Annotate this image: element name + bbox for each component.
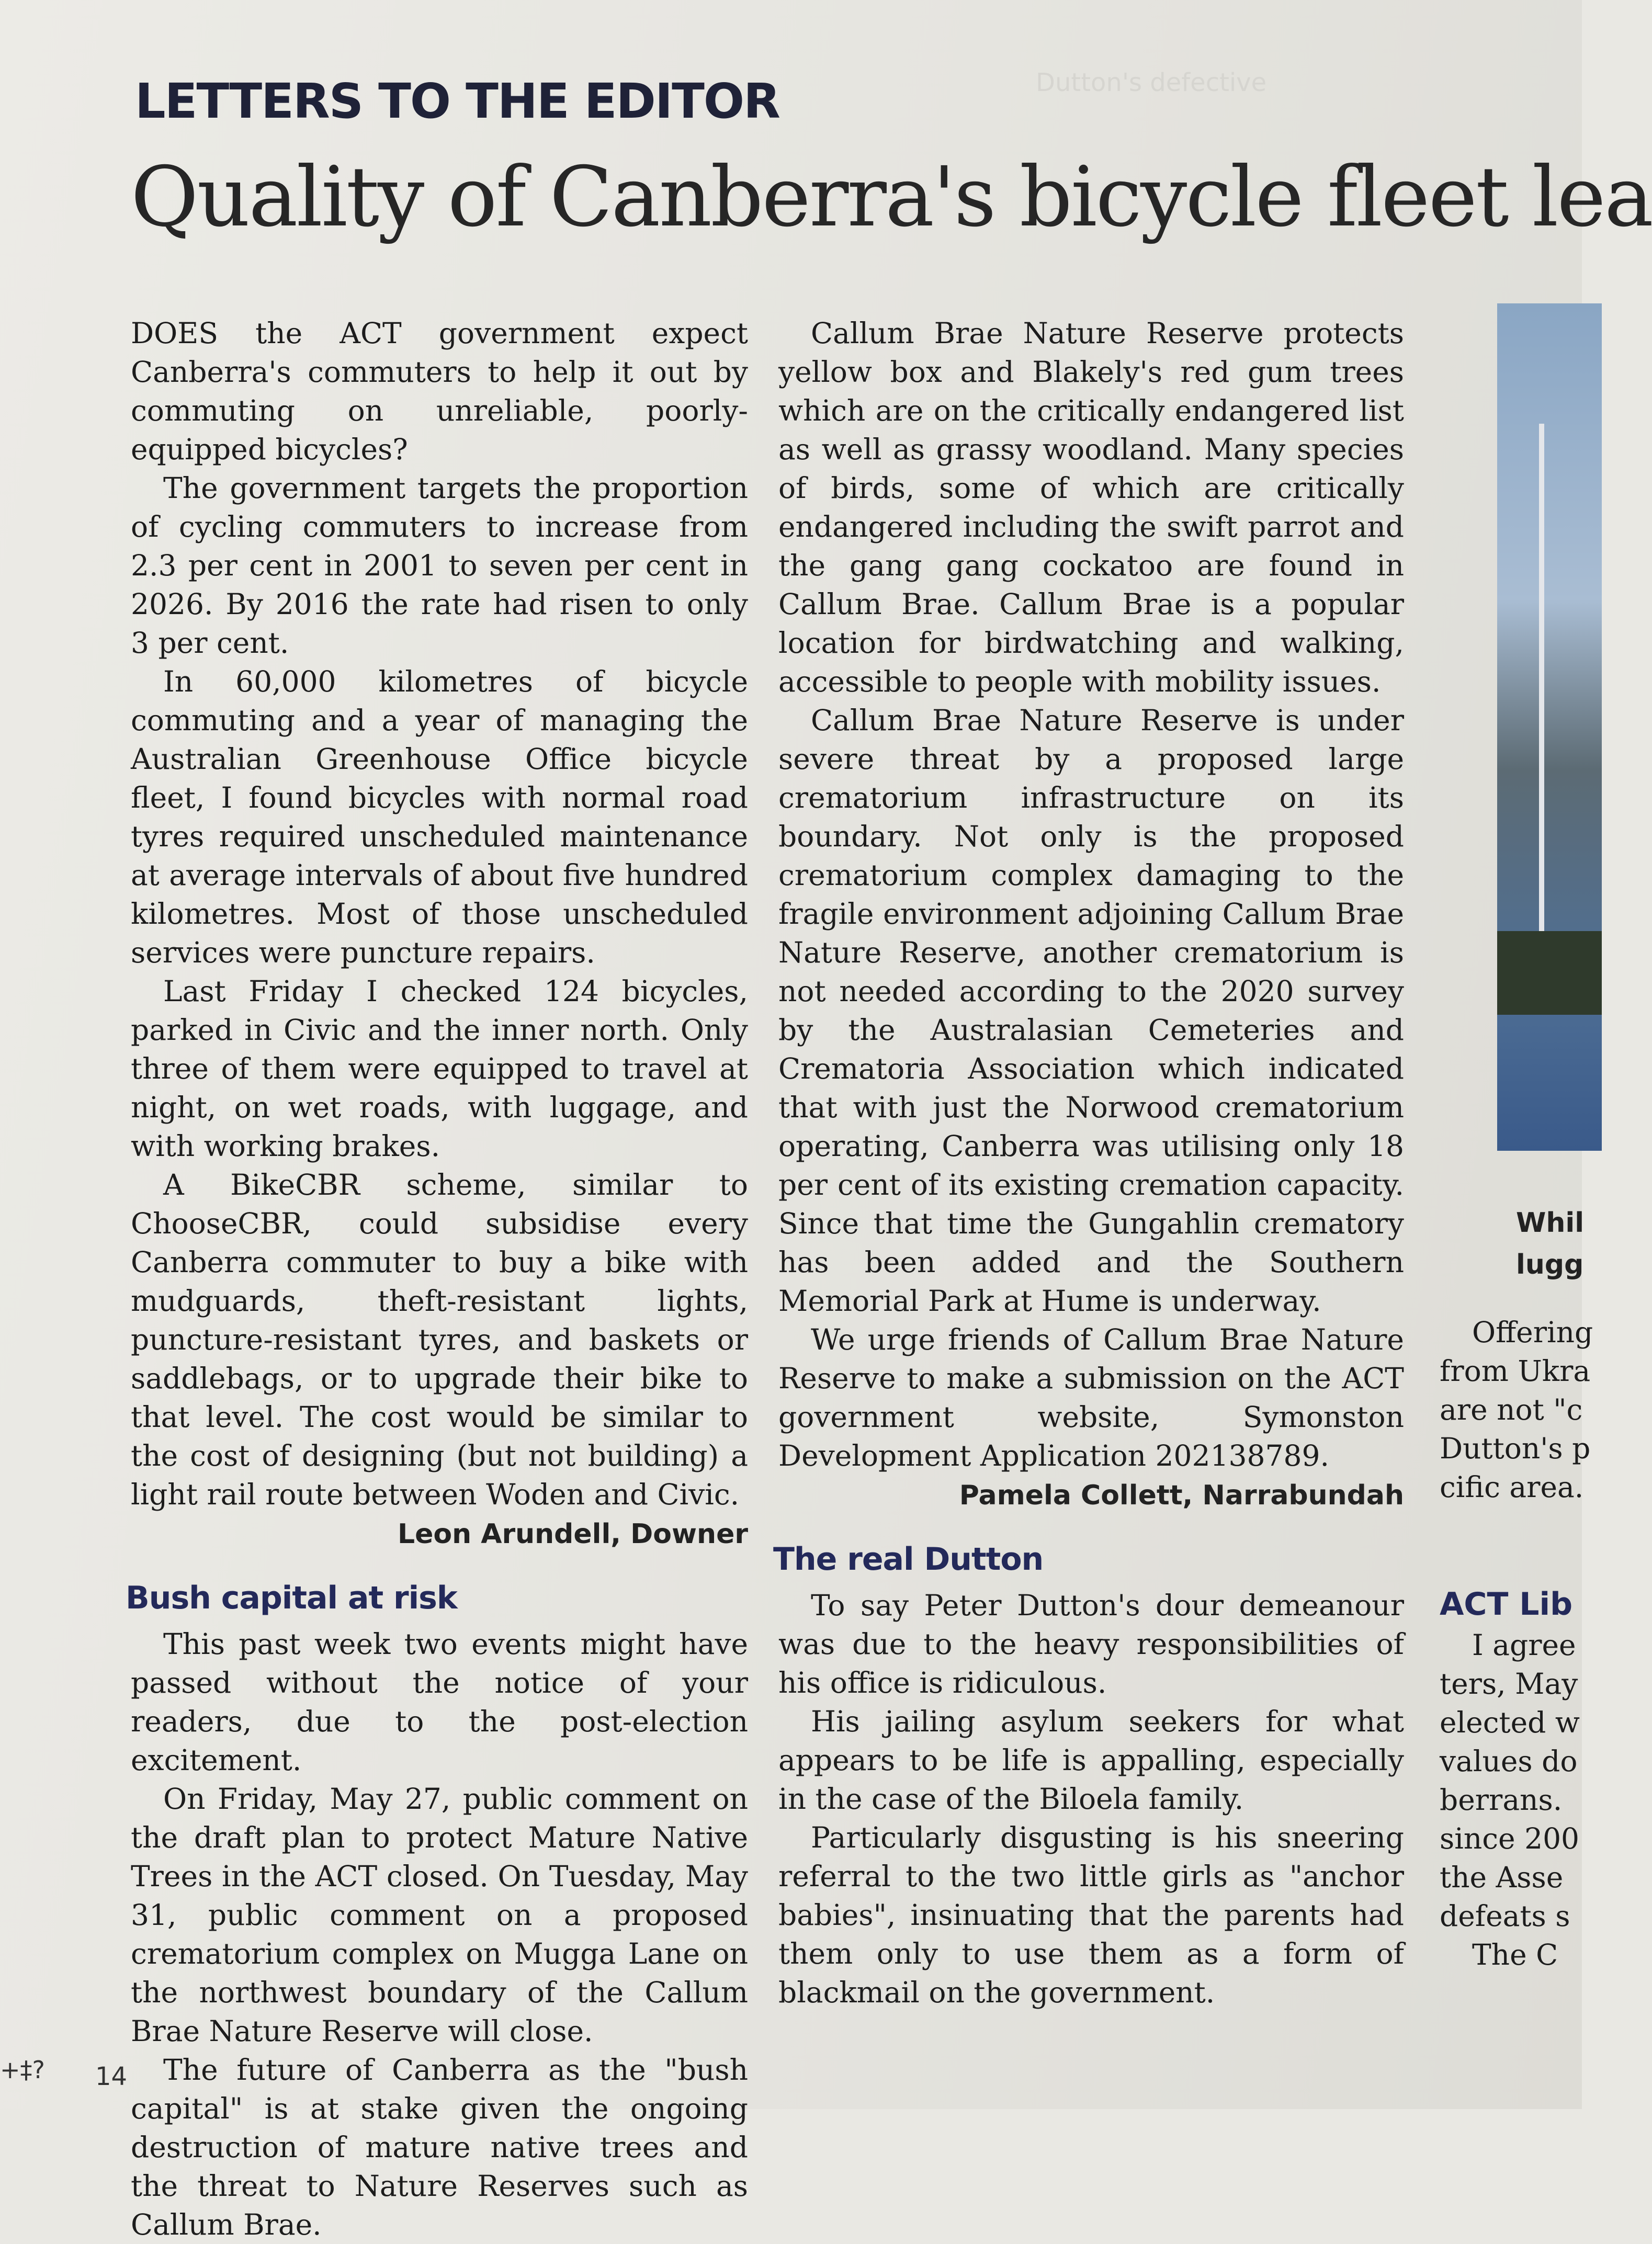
- page-number: 14: [95, 2062, 128, 2091]
- col3-line: values do: [1440, 1744, 1578, 1778]
- col3-line: the Asse: [1440, 1861, 1564, 1894]
- col3-line: Offering: [1472, 1316, 1593, 1349]
- col3-line: Dutton's p: [1440, 1432, 1591, 1465]
- letter2-byline: Pamela Collett, Narrabundah: [959, 1480, 1404, 1511]
- letter1-byline: Leon Arundell, Downer: [397, 1518, 748, 1550]
- letter2-heading: Bush capital at risk: [126, 1580, 457, 1616]
- col3-line: The C: [1472, 1938, 1558, 1971]
- letter1-paragraph: Last Friday I checked 124 bicycles, parked in Civic and the inner north. Only three of them were equipped to travel at night, on wet roads, with luggage, and with working brakes.: [131, 974, 748, 1163]
- col3-line: elected w: [1440, 1706, 1580, 1739]
- letter3-paragraph: Particularly disgusting is his sneering referral to the two little girls as "anchor babies", insinuating that the parents had them only to use them as a form of blackmail on the government.: [778, 1821, 1404, 2009]
- photo-caption: [1516, 1202, 1600, 1286]
- col3-line: berrans.: [1440, 1783, 1563, 1817]
- letter2-paragraph: We urge friends of Callum Brae Nature Reserve to make a submission on the ACT government website, Symonston Development Application 202138789.: [778, 1323, 1404, 1472]
- column-2: [773, 314, 1404, 2012]
- col3-line: defeats s: [1440, 1899, 1570, 1933]
- photo-foliage: [1497, 931, 1602, 1015]
- column-3-fragment: [1440, 1313, 1597, 1974]
- corner-mark: +‡?: [0, 2056, 45, 2084]
- caption-line: Whil: [1516, 1207, 1585, 1239]
- caption-line: lugg: [1516, 1249, 1584, 1280]
- col3-line: since 200: [1440, 1822, 1580, 1855]
- photo-mast: [1539, 424, 1544, 999]
- column-1: [126, 314, 748, 2244]
- letter2-paragraph: This past week two events might have passed without the notice of your readers, due to the post-election excitement.: [131, 1627, 748, 1777]
- letter1-paragraph: DOES the ACT government expect Canberra's commuters to help it out by commuting on unreliable, poorly-equipped bicycles?: [131, 316, 748, 466]
- show-through-text: Dutton's defective: [1036, 68, 1267, 97]
- photo: [1497, 303, 1602, 1151]
- col3-line: I agree: [1472, 1628, 1576, 1662]
- letter3-paragraph: To say Peter Dutton's dour demeanour was due to the heavy responsibilities of his office is ridiculous.: [778, 1589, 1404, 1699]
- letter3-paragraph: His jailing asylum seekers for what appears to be life is appalling, especially in the case of the Biloela family.: [778, 1705, 1404, 1816]
- col3-line: ters, May: [1440, 1667, 1578, 1701]
- section-label: LETTERS TO THE EDITOR: [135, 73, 779, 129]
- letter1-paragraph: In 60,000 kilometres of bicycle commuting and a year of managing the Australian Greenhouse Office bicycle fleet, I found bicycles with normal road tyres required unscheduled maintenance at average intervals of about five hundred kilometres. Most of those unscheduled services were puncture repairs.: [131, 665, 748, 969]
- col3-line: cific area.: [1440, 1470, 1584, 1504]
- letter1-paragraph: A BikeCBR scheme, similar to ChooseCBR, could subsidise every Canberra commuter to buy a bike with mudguards, theft-resistant lights, puncture-resistant tyres, and baskets or saddlebags, or to upgrade their bike to that level. The cost would be similar to the cost of designing (but not building) a light rail route between Woden and Civic.: [131, 1168, 748, 1511]
- col3-line: are not "c: [1440, 1393, 1583, 1426]
- letter1-paragraph: The government targets the proportion of cycling commuters to increase from 2.3 per cent in 2001 to seven per cent in 2026. By 2016 the rate had risen to only 3 per cent.: [131, 471, 748, 660]
- letter3-heading: The real Dutton: [773, 1541, 1044, 1578]
- letter2-paragraph: The future of Canberra as the "bush capital" is at stake given the ongoing destruction of mature native trees and the threat to Nature Reserves such as Callum Brae.: [131, 2053, 748, 2241]
- letter2-paragraph: Callum Brae Nature Reserve is under severe threat by a proposed large crematorium infrastructure on its boundary. Not only is the proposed crematorium complex damaging to the fragile environment adjoining Callum Brae Nature Reserve, another crematorium is not needed according to the 2020 survey by the Australasian Cemeteries and Crematoria Association which indicated that with just the Norwood crematorium operating, Canberra was utilising only 18 per cent of its existing cremation capacity. Since that time the Gungahlin crematory has been added and the Southern Memorial Park at Hume is underway.: [778, 704, 1404, 1318]
- letter4-heading: ACT Lib: [1440, 1586, 1573, 1623]
- letter2-paragraph: On Friday, May 27, public comment on the draft plan to protect Mature Native Trees in the ACT closed. On Tuesday, May 31, public comment on a proposed crematorium complex on Mugga Lane on the northwest boundary of the Callum Brae Nature Reserve will close.: [131, 1782, 748, 2048]
- letter2-paragraph: Callum Brae Nature Reserve protects yellow box and Blakely's red gum trees which are on the critically endangered list as well as grassy woodland. Many species of birds, some of which are critically endangered including the swift parrot and the gang gang cockatoo are found in Callum Brae. Callum Brae is a popular location for birdwatching and walking, accessible to people with mobility issues.: [778, 316, 1404, 698]
- col3-line: from Ukra: [1440, 1354, 1591, 1388]
- headline: Quality of Canberra's bicycle fleet lea: [131, 149, 1652, 245]
